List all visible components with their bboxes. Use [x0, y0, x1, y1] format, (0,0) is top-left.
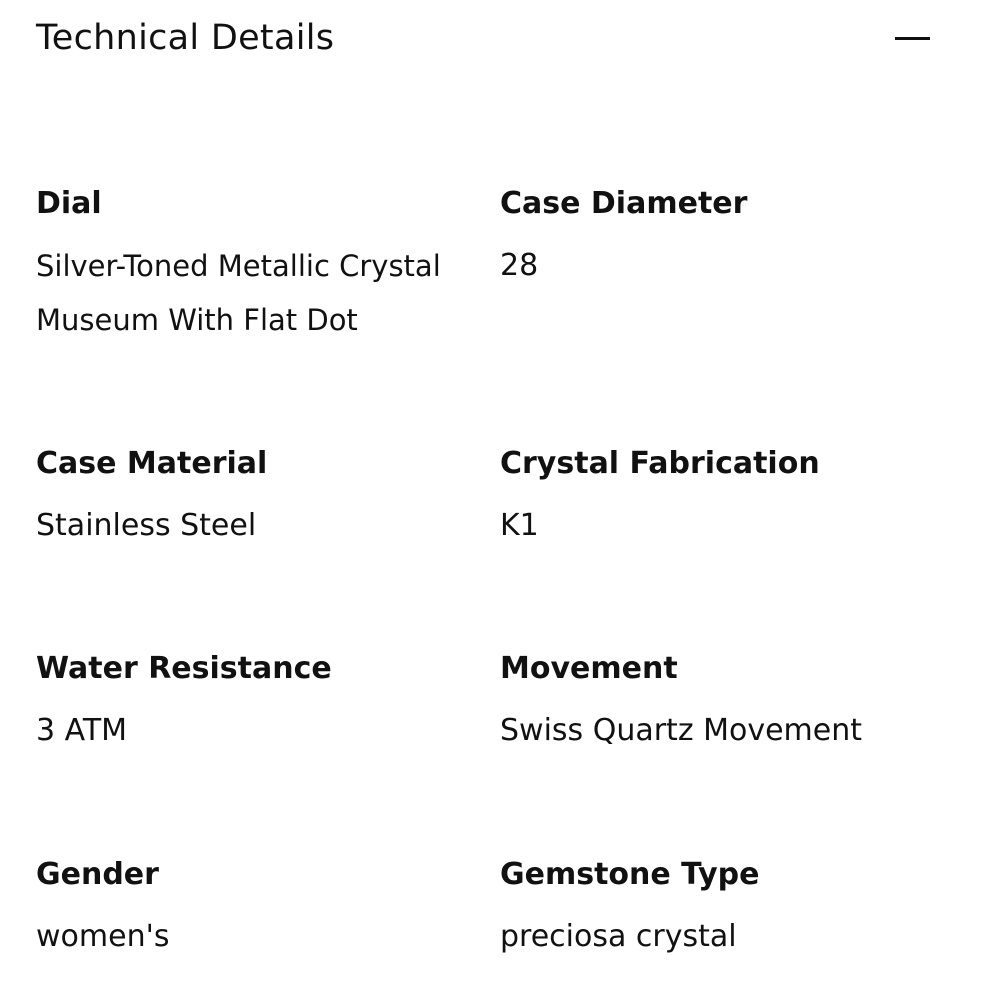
- section-title: Technical Details: [36, 18, 335, 58]
- spec-label-water-resistance: Water Resistance: [36, 651, 332, 686]
- spec-gender: [36, 855, 491, 964]
- spec-label-gender: Gender: [36, 857, 159, 892]
- spec-value-case-diameter: 28: [500, 248, 539, 283]
- spec-label-movement: Movement: [500, 651, 678, 686]
- spec-water-resistance: [36, 649, 491, 758]
- spec-value-water-resistance: 3 ATM: [36, 713, 128, 748]
- collapse-button[interactable]: [890, 18, 930, 58]
- spec-label-gemstone-type: Gemstone Type: [500, 857, 760, 892]
- spec-label-case-material: Case Material: [36, 446, 268, 481]
- spec-case-diameter: [500, 184, 940, 293]
- spec-label-dial: Dial: [36, 186, 102, 221]
- spec-crystal-fabrication: [500, 444, 940, 553]
- spec-gemstone-type: [500, 855, 940, 964]
- spec-value-case-material: Stainless Steel: [36, 508, 257, 543]
- spec-value-crystal-fabrication: K1: [500, 508, 539, 543]
- spec-value-gender: women's: [36, 919, 170, 954]
- spec-value-movement: Swiss Quartz Movement: [500, 713, 863, 748]
- spec-value-gemstone-type: preciosa crystal: [500, 919, 737, 954]
- spec-dial: [36, 184, 491, 347]
- spec-label-case-diameter: Case Diameter: [500, 186, 748, 221]
- spec-label-crystal-fabrication: Crystal Fabrication: [500, 446, 820, 481]
- technical-details-header[interactable]: [36, 14, 930, 62]
- spec-movement: [500, 649, 940, 758]
- minus-icon: [895, 37, 930, 40]
- spec-case-material: [36, 444, 491, 553]
- spec-value-dial: Silver-Toned Metallic Crystal Museum With Flat Dot: [36, 249, 441, 337]
